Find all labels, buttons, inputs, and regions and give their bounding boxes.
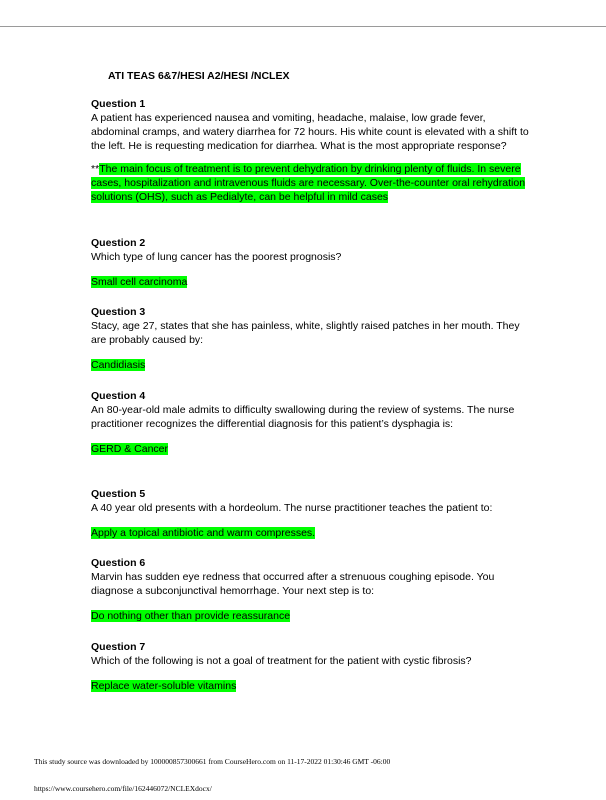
answer [91, 526, 531, 540]
question-text: Which type of lung cancer has the poorest prognosis? [91, 251, 342, 263]
question-block-5 [91, 487, 531, 540]
document-title: ATI TEAS 6&7/HESI A2/HESI /NCLEX [108, 70, 290, 82]
question-heading: Question 7 [91, 641, 146, 653]
question-heading: Question 5 [91, 488, 146, 500]
answer-highlight: Small cell carcinoma [91, 276, 188, 288]
answer [91, 162, 531, 204]
question-block-1 [91, 97, 531, 204]
question-block-6 [91, 556, 531, 623]
question-text: Marvin has sudden eye redness that occurred after a strenuous coughing episode. You diagnose a subconjunctival hemorrhage. Your next step is to: [91, 571, 495, 597]
question-block-2 [91, 236, 531, 289]
question-heading: Question 6 [91, 557, 146, 569]
top-divider [0, 26, 606, 27]
answer-highlight: Replace water-soluble vitamins [91, 680, 237, 692]
question-text: Stacy, age 27, states that she has painless, white, slightly raised patches in her mouth. They are probably caused by: [91, 320, 520, 346]
question-heading: Question 1 [91, 98, 146, 110]
answer-highlight: Candidiasis [91, 359, 146, 371]
answer [91, 609, 531, 623]
question-text: Which of the following is not a goal of treatment for the patient with cystic fibrosis? [91, 655, 472, 667]
answer [91, 679, 531, 693]
source-url[interactable]: https://www.coursehero.com/file/162446072/NCLEXdocx/ [34, 784, 212, 793]
question-heading: Question 4 [91, 390, 146, 402]
answer-highlight: The main focus of treatment is to prevent dehydration by drinking plenty of fluids. In severe cases, hospitalization and intravenous fluids are necessary. Over-the-counter oral rehydration solutions (OHS), such as Pedialyte, can be helpful in mild cases [91, 163, 526, 203]
question-block-3 [91, 305, 531, 372]
answer-highlight: Do nothing other than provide reassurance [91, 610, 291, 622]
question-text: An 80-year-old male admits to difficulty swallowing during the review of systems. The nurse practitioner recognizes the differential diagnosis for this patient’s dysphagia is: [91, 404, 515, 430]
answer [91, 358, 531, 372]
answer-prefix: ** [91, 163, 100, 175]
answer [91, 275, 531, 289]
question-heading: Question 3 [91, 306, 146, 318]
question-block-7 [91, 640, 531, 693]
answer [91, 442, 531, 456]
answer-highlight: GERD & Cancer [91, 443, 169, 455]
question-text: A 40 year old presents with a hordeolum. The nurse practitioner teaches the patient to: [91, 502, 493, 514]
question-heading: Question 2 [91, 237, 146, 249]
question-text: A patient has experienced nausea and vomiting, headache, malaise, low grade fever, abdominal cramps, and watery diarrhea for 72 hours. His white count is elevated with a shift to the left. He is requesting medication for diarrhea. What is the most appropriate response? [91, 112, 529, 152]
answer-highlight: Apply a topical antibiotic and warm compresses. [91, 527, 316, 539]
question-block-4 [91, 389, 531, 456]
download-note: This study source was downloaded by 100000857300661 from CourseHero.com on 11-17-2022 01:30:46 GMT -06:00 [34, 757, 391, 766]
